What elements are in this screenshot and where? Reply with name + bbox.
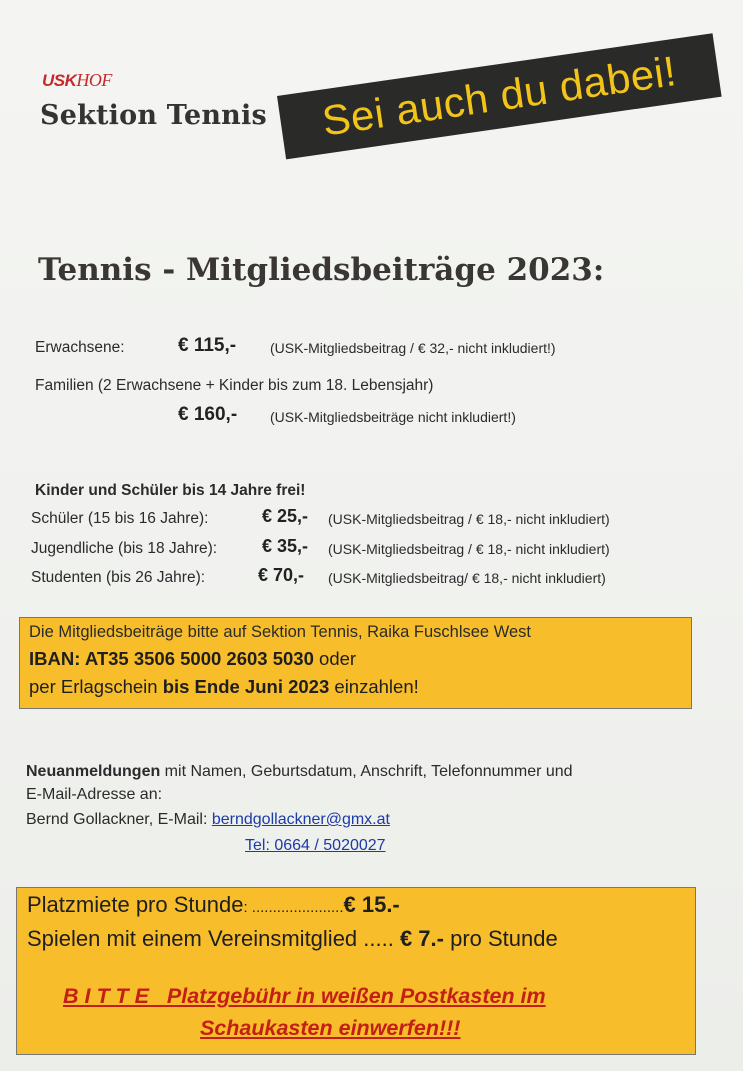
logo-hof: HOF: [76, 70, 112, 90]
payment-box: [19, 617, 692, 709]
member-rent-line: [27, 926, 558, 952]
deadline-prefix: per Erlagschein: [29, 676, 163, 697]
member-rent-label: Spielen mit einem Vereinsmitglied .....: [27, 926, 400, 951]
court-fees-box: [16, 887, 696, 1055]
families-price: € 160,-: [178, 404, 238, 425]
families-label: Familien (2 Erwachsene + Kinder bis zum 18. Lebensjahr): [35, 377, 434, 394]
hourly-rent-dots: : ......................: [243, 899, 344, 916]
payment-line1: Die Mitgliedsbeiträge bitte auf Sektion Tennis, Raika Fuschlsee West: [29, 623, 531, 641]
juveniles-note: (USK-Mitgliedsbeitrag / € 18,- nicht inkludiert): [328, 541, 610, 557]
notice-line2: Schaukasten einwerfen!!!: [200, 1016, 461, 1040]
member-rent-price: € 7.-: [399, 926, 444, 951]
slogan-text: Sei auch du dabei!: [319, 47, 680, 145]
pupils-note: (USK-Mitgliedsbeitrag / € 18,- nicht inkludiert): [328, 511, 610, 527]
deadline-suffix: einzahlen!: [329, 676, 419, 697]
hourly-rent-price: € 15.-: [343, 892, 400, 917]
families-note: (USK-Mitgliedsbeiträge nicht inkludiert!): [270, 409, 516, 425]
registration-text: mit Namen, Geburtsdatum, Anschrift, Telefonnummer und: [160, 763, 573, 780]
adults-note: (USK-Mitgliedsbeitrag / € 32,- nicht inkludiert!): [270, 340, 556, 356]
email-link[interactable]: berndgollackner@gmx.at: [211, 811, 390, 828]
adults-price: € 115,-: [178, 335, 237, 356]
phone-link[interactable]: Tel: 0664 / 5020027: [245, 837, 386, 854]
hourly-rent-line: [27, 892, 400, 918]
students-note: (USK-Mitgliedsbeitrag/ € 18,- nicht inkludiert): [328, 570, 606, 586]
children-free-heading: Kinder und Schüler bis 14 Jahre frei!: [35, 482, 306, 499]
member-rent-suffix: pro Stunde: [443, 926, 558, 951]
pupils-price: € 25,-: [262, 506, 309, 526]
payment-iban-line: [29, 648, 691, 670]
logo-usk: USK: [42, 71, 77, 90]
iban-suffix: oder: [313, 648, 357, 669]
payment-deadline-line: [29, 676, 691, 698]
adults-label: Erwachsene:: [35, 339, 125, 356]
students-price: € 70,-: [258, 565, 305, 585]
page-title: Tennis - Mitgliedsbeiträge 2023:: [38, 252, 605, 288]
registration-heading: Neuanmeldungen: [26, 763, 161, 780]
contact-name: Bernd Gollackner, E-Mail:: [26, 811, 212, 828]
iban: IBAN: AT35 3506 5000 2603 5030: [29, 648, 314, 669]
registration-line1: [26, 763, 573, 781]
notice-line1: B I T T E Platzgebühr in weißen Postkasten im: [63, 984, 546, 1008]
registration-line2: E-Mail-Adresse an:: [26, 786, 163, 803]
payment-deadline: bis Ende Juni 2023: [162, 676, 330, 697]
students-label: Studenten (bis 26 Jahre):: [31, 569, 206, 586]
juveniles-label: Jugendliche (bis 18 Jahre):: [31, 540, 218, 557]
slogan-banner: [277, 33, 722, 159]
juveniles-price: € 35,-: [262, 536, 309, 556]
hourly-rent-label: Platzmiete pro Stunde: [27, 892, 244, 917]
pupils-label: Schüler (15 bis 16 Jahre):: [31, 510, 209, 527]
section-title: Sektion Tennis: [40, 100, 267, 131]
usk-hof-logo: [42, 70, 112, 91]
registration-contact: [26, 811, 390, 829]
